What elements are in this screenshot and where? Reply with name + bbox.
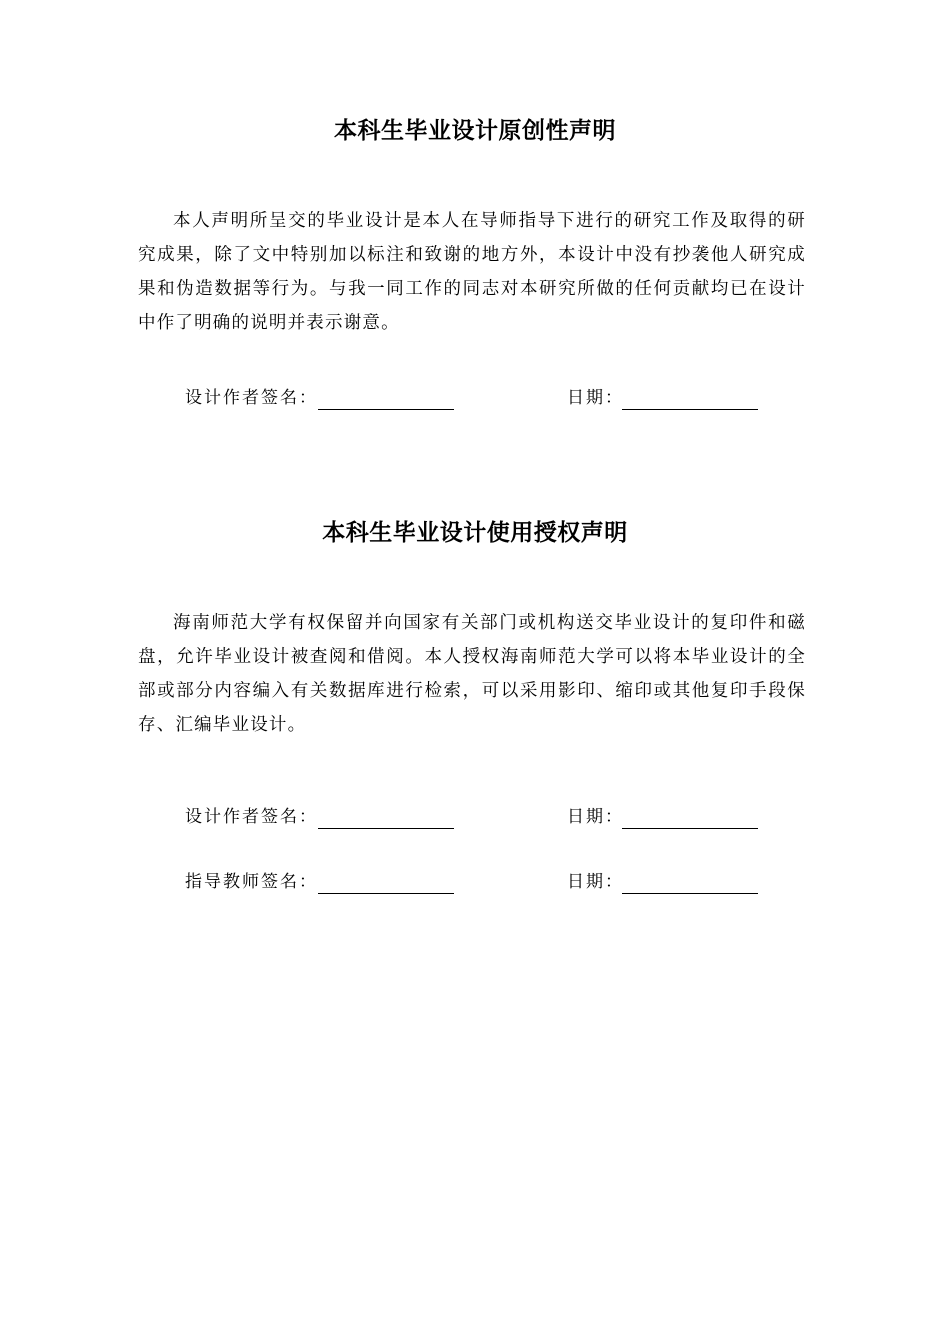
author-date-line[interactable] [622,828,758,829]
advisor-signature-label: 指导教师签名： [185,872,318,892]
author-signature-line[interactable] [318,409,454,410]
authorization-body: 海南师范大学有权保留并向国家有关部门或机构送交毕业设计的复印件和磁盘，允许毕业设计被查阅和借阅。本人授权海南师范大学可以将本毕业设计的全部或部分内容编入有关数据库进行检索，可以采用影印、缩印或其他复印手段保存、汇编毕业设计。 [138,613,806,735]
date-line[interactable] [622,409,758,410]
authorization-title: 本科生毕业设计使用授权声明 [322,520,628,546]
advisor-signature-line[interactable] [318,893,454,894]
originality-body: 本人声明所呈交的毕业设计是本人在导师指导下进行的研究工作及取得的研究成果，除了文中特别加以标注和致谢的地方外，本设计中没有抄袭他人研究成果和伪造数据等行为。与我一同工作的同志对本研究所做的任何贡献均已在设计中作了明确的说明并表示谢意。 [138,211,806,333]
author-date-label: 日期： [567,807,624,827]
author-signature-line[interactable] [318,828,454,829]
date-label: 日期： [567,388,624,408]
author-signature-label: 设计作者签名： [185,807,318,827]
authorization-author-signature-row [0,806,950,832]
advisor-date-line[interactable] [622,893,758,894]
originality-title: 本科生毕业设计原创性声明 [334,118,616,144]
author-signature-label: 设计作者签名： [185,388,318,408]
authorization-advisor-signature-row [0,871,950,897]
advisor-date-label: 日期： [567,872,624,892]
originality-signature-row [0,387,950,413]
